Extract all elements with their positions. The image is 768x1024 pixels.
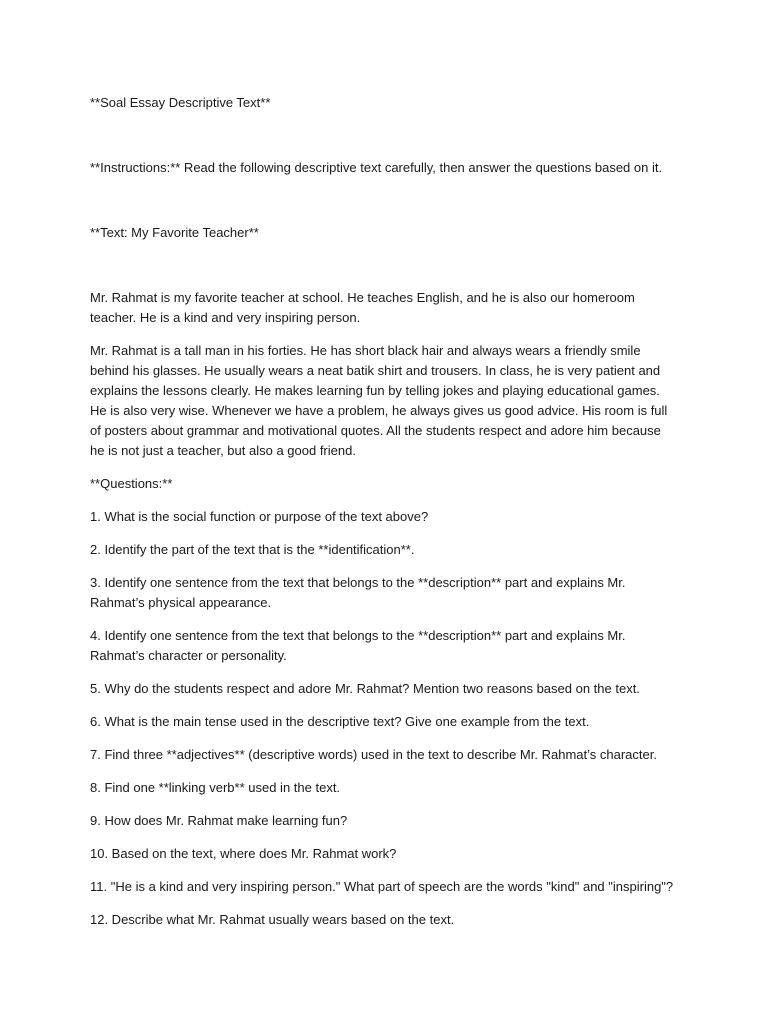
questions-list: [90, 507, 678, 930]
question-item: 10. Based on the text, where does Mr. Rahmat work?: [90, 846, 397, 861]
instructions-text: **Instructions:** Read the following descriptive text carefully, then answer the questions based on it.: [90, 160, 663, 175]
question-item: 6. What is the main tense used in the descriptive text? Give one example from the text.: [90, 714, 590, 729]
questions-heading: **Questions:**: [90, 476, 173, 491]
question-item: 5. Why do the students respect and adore Mr. Rahmat? Mention two reasons based on the text.: [90, 681, 640, 696]
question-item: 7. Find three **adjectives** (descriptive words) used in the text to describe Mr. Rahmat’s character.: [90, 747, 657, 762]
paragraph-description: Mr. Rahmat is a tall man in his forties. He has short black hair and always wears a friendly smile behind his glasses. He usually wears a neat batik shirt and trousers. In class, he is very patient and explains the lessons clearly. He makes learning fun by telling jokes and playing educational games. He is also very wise. Whenever we have a problem, he always gives us good advice. His room is full of posters about grammar and motivational quotes. All the students respect and adore him because he is not just a teacher, but also a good friend.: [90, 343, 668, 458]
question-item: 4. Identify one sentence from the text that belongs to the **description** part and explains Mr. Rahmat’s character or personality.: [90, 628, 626, 663]
text-title: **Text: My Favorite Teacher**: [90, 225, 259, 240]
question-item: 1. What is the social function or purpose of the text above?: [90, 509, 429, 524]
question-item: 12. Describe what Mr. Rahmat usually wears based on the text.: [90, 912, 455, 927]
question-item: 9. How does Mr. Rahmat make learning fun?: [90, 813, 348, 828]
paragraph-identification: Mr. Rahmat is my favorite teacher at school. He teaches English, and he is also our homeroom teacher. He is a kind and very inspiring person.: [90, 290, 635, 325]
question-item: 3. Identify one sentence from the text that belongs to the **description** part and explains Mr. Rahmat’s physical appearance.: [90, 575, 626, 610]
document-title: **Soal Essay Descriptive Text**: [90, 95, 271, 110]
document-body: [90, 93, 678, 943]
question-item: 11. "He is a kind and very inspiring person." What part of speech are the words "kind" and "inspiring"?: [90, 879, 674, 894]
question-item: 2. Identify the part of the text that is the **identification**.: [90, 542, 415, 557]
question-item: 8. Find one **linking verb** used in the text.: [90, 780, 341, 795]
